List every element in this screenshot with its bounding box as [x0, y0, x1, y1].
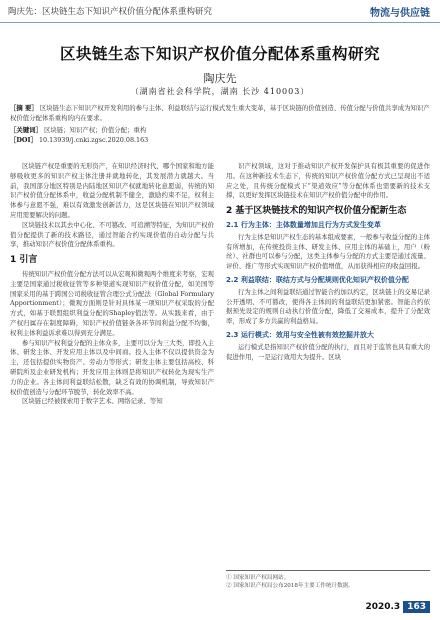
section-heading: 1 引言: [10, 255, 38, 266]
paragraph: 区块链已经被探索用于数字艺术、网络记录、等知: [22, 397, 163, 406]
issue-number: 2020.3: [365, 602, 401, 612]
running-header: [0, 0, 440, 23]
article-affiliation: （湖南省社会科学院，湖南 长沙 410003）: [130, 87, 310, 96]
running-header-article: 陶庆先：区块链生态下知识产权价值分配体系重构研究: [8, 7, 213, 17]
abstract-text: 区块链生态下知识产权开发利用的参与主体、利益联结与运行模式发生重大变革，基于区块链的价值创造、传值分配与价值共享成为知识产权价值分配体系重构的内在要求。: [10, 104, 430, 122]
paragraph: 行为主体之间利益联结通过智能合约加以约定，区块链上的交易记录公开透明、不可篡改，使得各主体间的利益联结更加紧密。智能合约依据预先设定的规则自动执行价值分配，降低了交易成本，提升了分配效率，形成了多方共赢的利益格局。: [226, 287, 430, 326]
paragraph: 传统知识产权价值分配方法可以从宏观和微观两个维度来考察，宏观主要是国家通过税收征管等多种渠道实现知识产权价值分配，如美国等国家采用的基于跨国公司税收征管合理公式分配法（Global Formulary Apportionment）；微观方面则是针对具体某一项知识产权采取的分配方式，如基于联盟组织利益分配的Shapley值法等。从实践来看，由于产权归属存在制度障碍，知识产权价值链条各环节间利益分配不均衡，权利主体利益诉求难以得到充分满足。: [10, 269, 214, 337]
subsection-heading: 2.2 利益联结：联结方式与分配规则优化知识产权价值分配: [226, 275, 409, 284]
keywords-label: ［关键词］: [10, 126, 42, 134]
running-header-section: 物流与供应链: [370, 8, 430, 19]
keywords: [10, 126, 430, 136]
paragraph: 区块链技术以其去中心化、不可篡改、可追溯等特征，为知识产权价值分配提供了新的技术路径，通过智能合约实现价值的自动分配与共享，推动知识产权价值分配体系重构。: [10, 220, 214, 249]
doi-label: ［DOI］: [10, 136, 37, 144]
abstract-label: ［摘 要］: [10, 104, 38, 112]
page-footer: [365, 601, 430, 613]
paragraph: 参与知识产权利益分配的主体众多，主要可以分为三大类，即投入主体、研发主体、开发应用主体以及中间商。投入主体不仅以提供资金为主，还包括提供实物资产、劳动力等形式；研发主体主要包括高校、科研院所及企业研发机构；开发应用主体则是将知识产权转化为现实生产力的企业。各主体间利益联结松散，缺乏有效的协调机制，导致知识产权价值创造与分配环节脱节，转化效率不高。: [10, 338, 214, 396]
footnote: ② 国家知识产权局公布2018年主要工作统计数据。: [226, 583, 354, 589]
article-author: 陶庆先: [203, 72, 237, 85]
keywords-text: 区块链；知识产权；价值分配；重构: [44, 126, 147, 134]
doi-text: 10.13939/j.cnki.zgsc.2020.08.163: [38, 136, 149, 144]
left-column: [10, 162, 214, 407]
article-title: 区块链生态下知识产权价值分配体系重构研究: [59, 45, 380, 63]
paragraph: 行为主体是知识产权生态的基本组成要素，一般参与收益分配的主体有所增加，在传统投资主体、研发主体、应用主体的基础上，用户（粉丝）、社群也可以参与分配，这类主体参与分配的方式主要是通过流量、评价、推广等形式实现知识产权价值增值，从而获得相应的收益回报。: [226, 232, 430, 271]
section-heading: 2 基于区块链技术的知识产权价值分配新生态: [226, 206, 407, 217]
paragraph: 识产权领域，这对于推动知识产权开发保护具有极其重要的促进作用。在这种新技术生态下，传统的知识产权价值分配方式已呈现出不适应之处，且传统分配模式下“渠道效应”等分配体系也需要新的技术支撑，以更好发挥区块链技术在知识产权价值分配中的作用。: [226, 162, 430, 200]
doi: [10, 136, 430, 146]
footnote: ① 国家知识产权局网站。: [226, 575, 290, 581]
subsection-heading: 2.3 运行模式：效用与安全性被有效挖掘并放大: [226, 330, 374, 339]
paragraph: 区块链产权是重要的无形资产，在知识经济时代，哪个国家和地方能够吸收更多的知识产权主体注册并就地转化，其发展潜力就越大。当前，我国部分地区特别是内陆地区知识产权就地转化意愿弱，传统的知识产权价值分配体系中，收益分配机制不健全，激励约束不足，权利主体参与意愿不强，难以有效激发创新活力，这是区块链在知识产权领域应用需要解决的问题。: [10, 162, 214, 219]
paragraph: 运行模式是指知识产权价值分配的执行，而且对于监管也具有重大的促进作用，一是运行效用大为提升。区块: [226, 342, 430, 361]
footnotes: [226, 570, 430, 590]
subsection-heading: 2.1 行为主体：主体数量增加且行为方式发生变革: [226, 220, 381, 229]
abstract: [10, 104, 430, 123]
right-column: [226, 162, 430, 362]
page-number: 163: [403, 601, 430, 613]
